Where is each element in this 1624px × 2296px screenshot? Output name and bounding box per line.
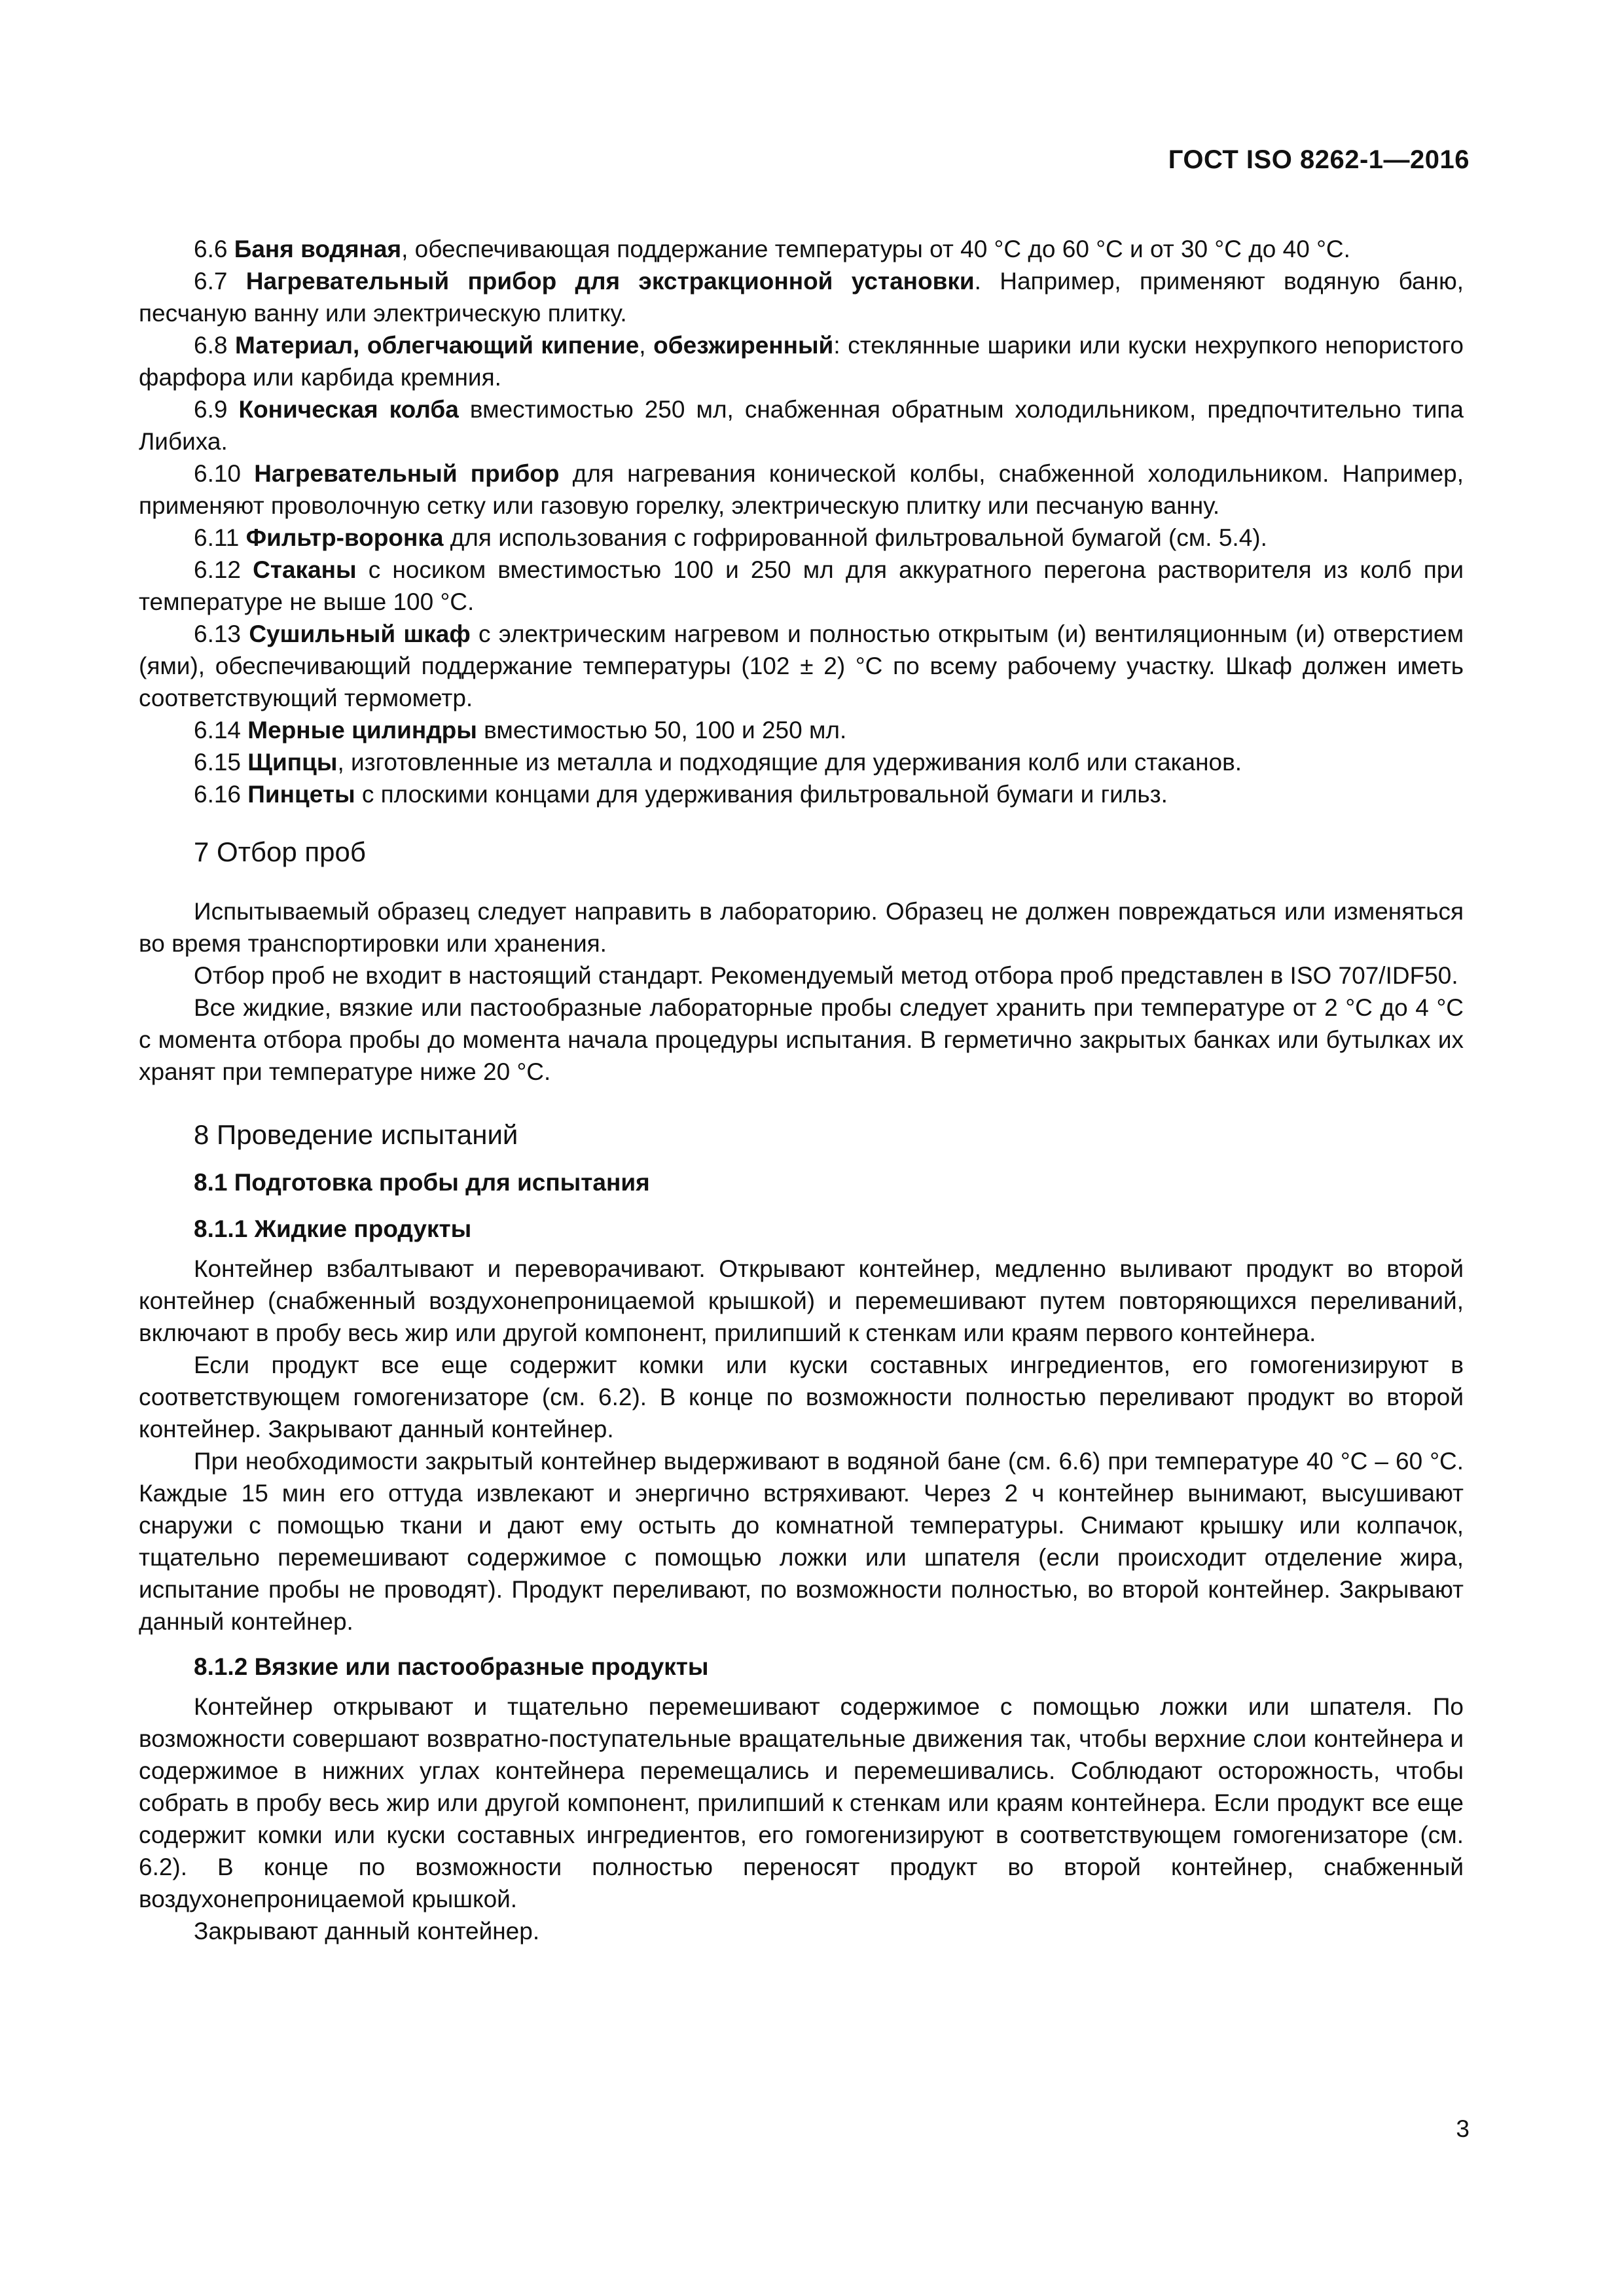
- item-6-13: [139, 618, 1464, 714]
- subsection-8-1-2-paragraph: Закрывают данный контейнер.: [194, 1918, 540, 1945]
- page-number: 3: [1456, 2115, 1470, 2142]
- item-term: Фильтр-воронка: [245, 524, 444, 551]
- item-term: Материал, облегчающий кипение: [235, 332, 640, 359]
- item-number: 6.8: [194, 332, 228, 359]
- item-term: Стаканы: [253, 556, 357, 583]
- item-6-7: [139, 265, 1464, 329]
- document-body: [139, 233, 1464, 1947]
- section-7-paragraph: Отбор проб не входит в настоящий стандарт. Рекомендуемый метод отбора проб представлен в ISO 707/IDF50.: [194, 962, 1458, 989]
- item-6-9: [139, 393, 1464, 457]
- item-6-14: [139, 714, 1464, 746]
- item-number: 6.16: [194, 781, 242, 808]
- item-number: 6.7: [194, 268, 228, 295]
- document-header: ГОСТ ISO 8262-1—2016: [1168, 145, 1470, 174]
- section-7-heading: 7 Отбор проб: [194, 836, 366, 867]
- item-text: : стеклянные шарики или куски нехрупкого непористого фарфора или карбида кремния.: [139, 332, 1464, 391]
- item-6-10: [139, 457, 1464, 522]
- item-term: Нагревательный прибор для экстракционной установки: [245, 268, 975, 295]
- item-text: для использования с гофрированной фильтровальной бумагой (см. 5.4).: [443, 524, 1267, 551]
- item-number: 6.13: [194, 620, 242, 647]
- item-term: Пинцеты: [247, 781, 355, 808]
- item-number: 6.6: [194, 236, 228, 262]
- subsection-8-1-1-heading: 8.1.1 Жидкие продукты: [194, 1215, 472, 1242]
- subsection-8-1-2-heading: 8.1.2 Вязкие или пастообразные продукты: [194, 1653, 709, 1680]
- item-text: для нагревания конической колбы, снабженной холодильником. Например, применяют проволочную сетку или газовую горелку, электрическую плитку или песчаную ванну.: [139, 460, 1464, 519]
- item-term: Мерные цилиндры: [247, 717, 477, 744]
- item-term-2: обезжиренный: [653, 332, 834, 359]
- item-text: с электрическим нагревом и полностью открытым (и) вентиляционным (и) отверстием (ями), обеспечивающий поддержание температуры (102 ± 2) °C по всему рабочему участку. Шкаф должен иметь соответствующий термометр.: [139, 620, 1464, 711]
- item-term: Сушильный шкаф: [249, 620, 471, 647]
- item-number: 6.12: [194, 556, 242, 583]
- section-7-paragraph: Испытываемый образец следует направить в лабораторию. Образец не должен повреждаться или изменяться во время транспортировки или хранения.: [139, 898, 1464, 957]
- item-text: вместимостью 50, 100 и 250 мл.: [477, 717, 847, 744]
- subsection-8-1-2-paragraph: Контейнер открывают и тщательно перемешивают содержимое с помощью ложки или шпателя. По возможности совершают возвратно-поступательные вращательные движения так, чтобы верхние слои контейнера и содержимое в нижних углах контейнера перемещались и перемешивались. Соблюдают осторожность, чтобы собрать в пробу весь жир или другой компонент, прилипший к стенкам или краям контейнера. Если продукт все еще содержит комки или куски составных ингредиентов, его гомогенизируют в соответствующем гомогенизаторе (см. 6.2). В конце по возможности полностью переносят продукт во второй контейнер, снабженный воздухонепроницаемой крышкой.: [139, 1693, 1464, 1912]
- item-separator: ,: [639, 332, 654, 359]
- subsection-8-1-heading: 8.1 Подготовка пробы для испытания: [194, 1169, 650, 1196]
- item-6-12: [139, 554, 1464, 618]
- item-number: 6.14: [194, 717, 242, 744]
- item-text: вместимостью 250 мл, снабженная обратным холодильником, предпочтительно типа Либиха.: [139, 396, 1464, 455]
- item-term: Щипцы: [247, 749, 338, 776]
- item-term: Коническая колба: [238, 396, 459, 423]
- subsection-8-1-1-paragraph: При необходимости закрытый контейнер выдерживают в водяной бане (см. 6.6) при температуре 40 °C – 60 °C. Каждые 15 мин его оттуда извлекают и энергично встряхивают. Через 2 ч контейнер вынимают, высушивают снаружи с помощью ткани и дают ему остыть до комнатной температуры. Снимают крышку или колпачок, тщательно перемешивают содержимое с помощью ложки или шпателя (если происходит отделение жира, испытание пробы не проводят). Продукт переливают, по возможности полностью, во второй контейнер. Закрывают данный контейнер.: [139, 1448, 1464, 1635]
- item-6-15: [139, 746, 1464, 778]
- item-6-11: [139, 522, 1464, 554]
- item-number: 6.11: [194, 524, 240, 551]
- item-number: 6.9: [194, 396, 228, 423]
- item-6-6: [139, 233, 1464, 265]
- item-6-8: [139, 329, 1464, 393]
- subsection-8-1-1-paragraph: Если продукт все еще содержит комки или куски составных ингредиентов, его гомогенизируют в соответствующем гомогенизаторе (см. 6.2). В конце по возможности полностью переливают продукт во второй контейнер. Закрывают данный контейнер.: [139, 1352, 1464, 1443]
- item-term: Нагревательный прибор: [254, 460, 560, 487]
- item-text: , обеспечивающая поддержание температуры от 40 °C до 60 °C и от 30 °C до 40 °C.: [401, 236, 1350, 262]
- item-text: с носиком вместимостью 100 и 250 мл для аккуратного перегона растворителя из колб при температуре не выше 100 °C.: [139, 556, 1464, 615]
- item-term: Баня водяная: [234, 236, 402, 262]
- item-6-16: [139, 778, 1464, 810]
- item-number: 6.10: [194, 460, 242, 487]
- section-8-heading: 8 Проведение испытаний: [194, 1119, 518, 1150]
- subsection-8-1-1-paragraph: Контейнер взбалтывают и переворачивают. Открывают контейнер, медленно выливают продукт во второй контейнер (снабженный воздухонепроницаемой крышкой) и перемешивают путем повторяющихся переливаний, включают в пробу весь жир или другой компонент, прилипший к стенкам или краям первого контейнера.: [139, 1255, 1464, 1346]
- item-text: . Например, применяют водяную баню, песчаную ванну или электрическую плитку.: [139, 268, 1464, 327]
- section-7-paragraph: Все жидкие, вязкие или пастообразные лабораторные пробы следует хранить при температуре от 2 °C до 4 °C с момента отбора пробы до момента начала процедуры испытания. В герметично закрытых банках или бутылках их хранят при температуре ниже 20 °C.: [139, 994, 1464, 1085]
- item-text: с плоскими концами для удерживания фильтровальной бумаги и гильз.: [355, 781, 1168, 808]
- item-number: 6.15: [194, 749, 242, 776]
- item-text: , изготовленные из металла и подходящие для удерживания колб или стаканов.: [337, 749, 1242, 776]
